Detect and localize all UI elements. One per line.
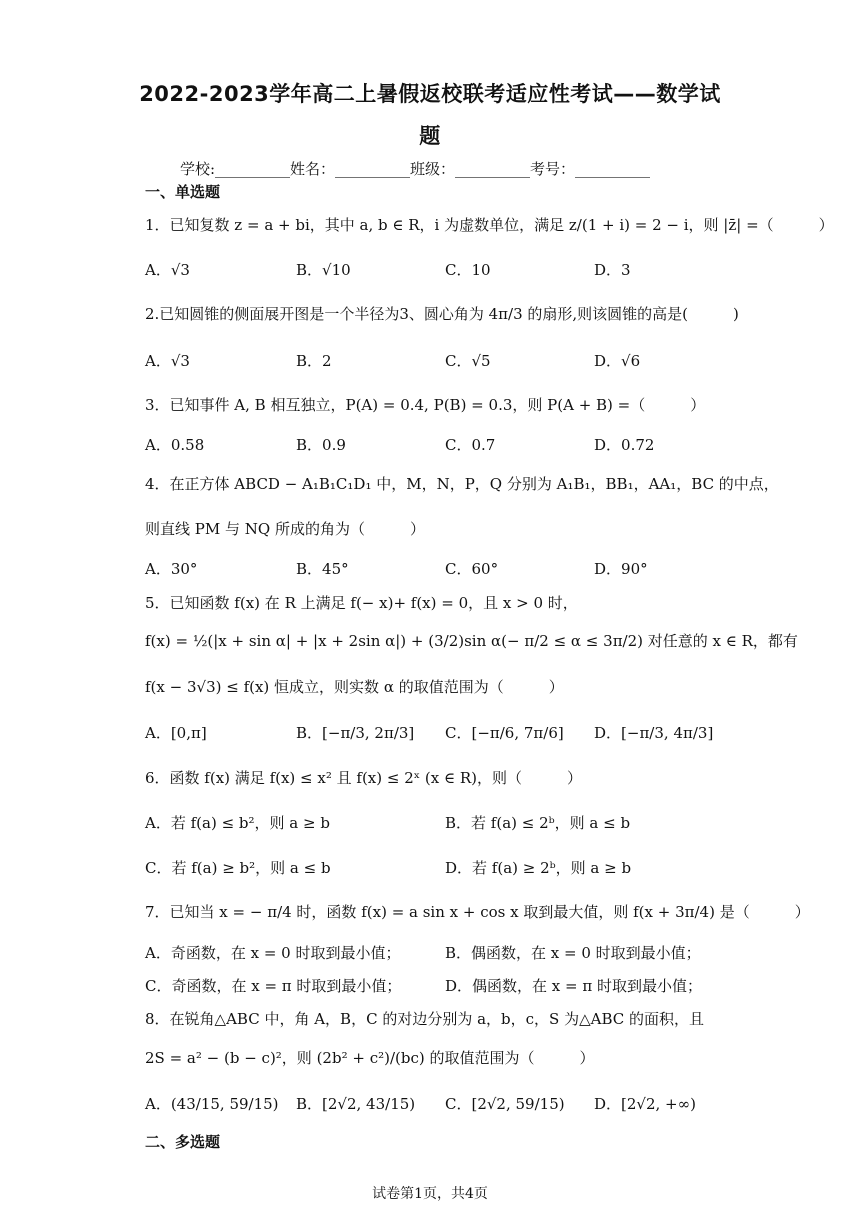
page-footer: 试卷第1页，共4页	[372, 1186, 488, 1202]
question-5-option-b: B．[−π/3, 2π/3]	[296, 724, 415, 742]
question-8-option-a: A．(43/15, 59/15)	[145, 1095, 279, 1113]
question-5-option-d: D．[−π/3, 4π/3]	[594, 724, 714, 742]
question-6-option-c: C．若 f(a) ≥ b²，则 a ≤ b	[145, 859, 331, 877]
question-5-stem-line1: 5．已知函数 f(x) 在 R 上满足 f(− x)+ f(x) = 0，且 x > 0 时，	[145, 594, 578, 612]
question-3-option-d: D．0.72	[594, 436, 655, 454]
question-8-stem-line2: 2S = a² − (b − c)²，则 (2b² + c²)/(bc) 的取值范围为（ ）	[145, 1049, 595, 1067]
question-4-stem-line2: 则直线 PM 与 NQ 所成的角为（ ）	[145, 520, 425, 538]
question-6-stem: 6．函数 f(x) 满足 f(x) ≤ x² 且 f(x) ≤ 2ˣ (x ∈ R)，则（ ）	[145, 769, 582, 787]
question-1-option-d: D．3	[594, 261, 631, 279]
question-5-option-c: C．[−π/6, 7π/6]	[445, 724, 564, 742]
question-7-option-b: B．偶函数，在 x = 0 时取到最小值；	[445, 944, 701, 962]
question-7-stem: 7．已知当 x = − π/4 时，函数 f(x) = a sin x + cos x 取到最大值，则 f(x + 3π/4) 是（ ）	[145, 903, 810, 921]
question-2-option-d: D．√6	[594, 352, 641, 370]
question-6-option-a: A．若 f(a) ≤ b²，则 a ≥ b	[145, 814, 330, 832]
question-6-option-b: B．若 f(a) ≤ 2ᵇ，则 a ≤ b	[445, 814, 631, 832]
question-6-option-d: D．若 f(a) ≥ 2ᵇ，则 a ≥ b	[445, 859, 632, 877]
question-4-option-d: D．90°	[594, 560, 648, 578]
question-8-option-b: B．[2√2, 43/15)	[296, 1095, 416, 1113]
exam-title-line1: 2022-2023学年高二上暑假返校联考适应性考试——数学试	[139, 82, 721, 106]
exam-title-line2: 题	[419, 124, 441, 148]
question-8-stem-line1: 8．在锐角△ABC 中，角 A，B，C 的对边分别为 a，b，c，S 为△ABC 的面积，且	[145, 1010, 705, 1028]
question-4-option-b: B．45°	[296, 560, 349, 578]
question-4-option-a: A．30°	[145, 560, 198, 578]
student-info-line: 学校:__________姓名：__________班级：__________考号：__________	[180, 160, 651, 178]
question-8-option-c: C．[2√2, 59/15)	[445, 1095, 565, 1113]
question-1-option-a: A．√3	[145, 261, 190, 279]
question-3-option-a: A．0.58	[145, 436, 205, 454]
question-7-option-a: A．奇函数，在 x = 0 时取到最小值；	[145, 944, 401, 962]
question-1-option-c: C．10	[445, 261, 491, 279]
question-8-option-d: D．[2√2, +∞)	[594, 1095, 696, 1113]
question-3-option-b: B．0.9	[296, 436, 346, 454]
question-2-option-c: C．√5	[445, 352, 491, 370]
question-5-stem-line3: f(x − 3√3) ≤ f(x) 恒成立，则实数 α 的取值范围为（ ）	[145, 678, 564, 696]
question-7-option-c: C．奇函数，在 x = π 时取到最小值；	[145, 977, 402, 995]
question-1-stem: 1．已知复数 z = a + bi，其中 a, b ∈ R，i 为虚数单位，满足 z/(1 + i) = 2 − i，则 |z̄| =（ ）	[145, 216, 834, 234]
question-5-option-a: A．[0,π]	[145, 724, 207, 742]
question-5-stem-line2: f(x) = ½(|x + sin α| + |x + 2sin α|) + (3/2)sin α(− π/2 ≤ α ≤ 3π/2) 对任意的 x ∈ R，都有	[145, 632, 798, 650]
question-4-option-c: C．60°	[445, 560, 499, 578]
question-7-option-d: D．偶函数，在 x = π 时取到最小值；	[445, 977, 702, 995]
question-3-stem: 3．已知事件 A, B 相互独立，P(A) = 0.4, P(B) = 0.3，则 P(A + B) =（ ）	[145, 396, 706, 414]
question-3-option-c: C．0.7	[445, 436, 496, 454]
question-2-option-a: A．√3	[145, 352, 190, 370]
question-4-stem-line1: 4．在正方体 ABCD − A₁B₁C₁D₁ 中，M，N，P，Q 分别为 A₁B₁，BB₁，AA₁，BC 的中点，	[145, 475, 779, 493]
question-2-stem: 2.已知圆锥的侧面展开图是一个半径为3、圆心角为 4π/3 的扇形,则该圆锥的高是( )	[145, 305, 739, 323]
section-single-choice: 一、单选题	[145, 183, 221, 201]
section-multiple-choice: 二、多选题	[145, 1133, 221, 1151]
question-2-option-b: B．2	[296, 352, 332, 370]
question-1-option-b: B．√10	[296, 261, 351, 279]
